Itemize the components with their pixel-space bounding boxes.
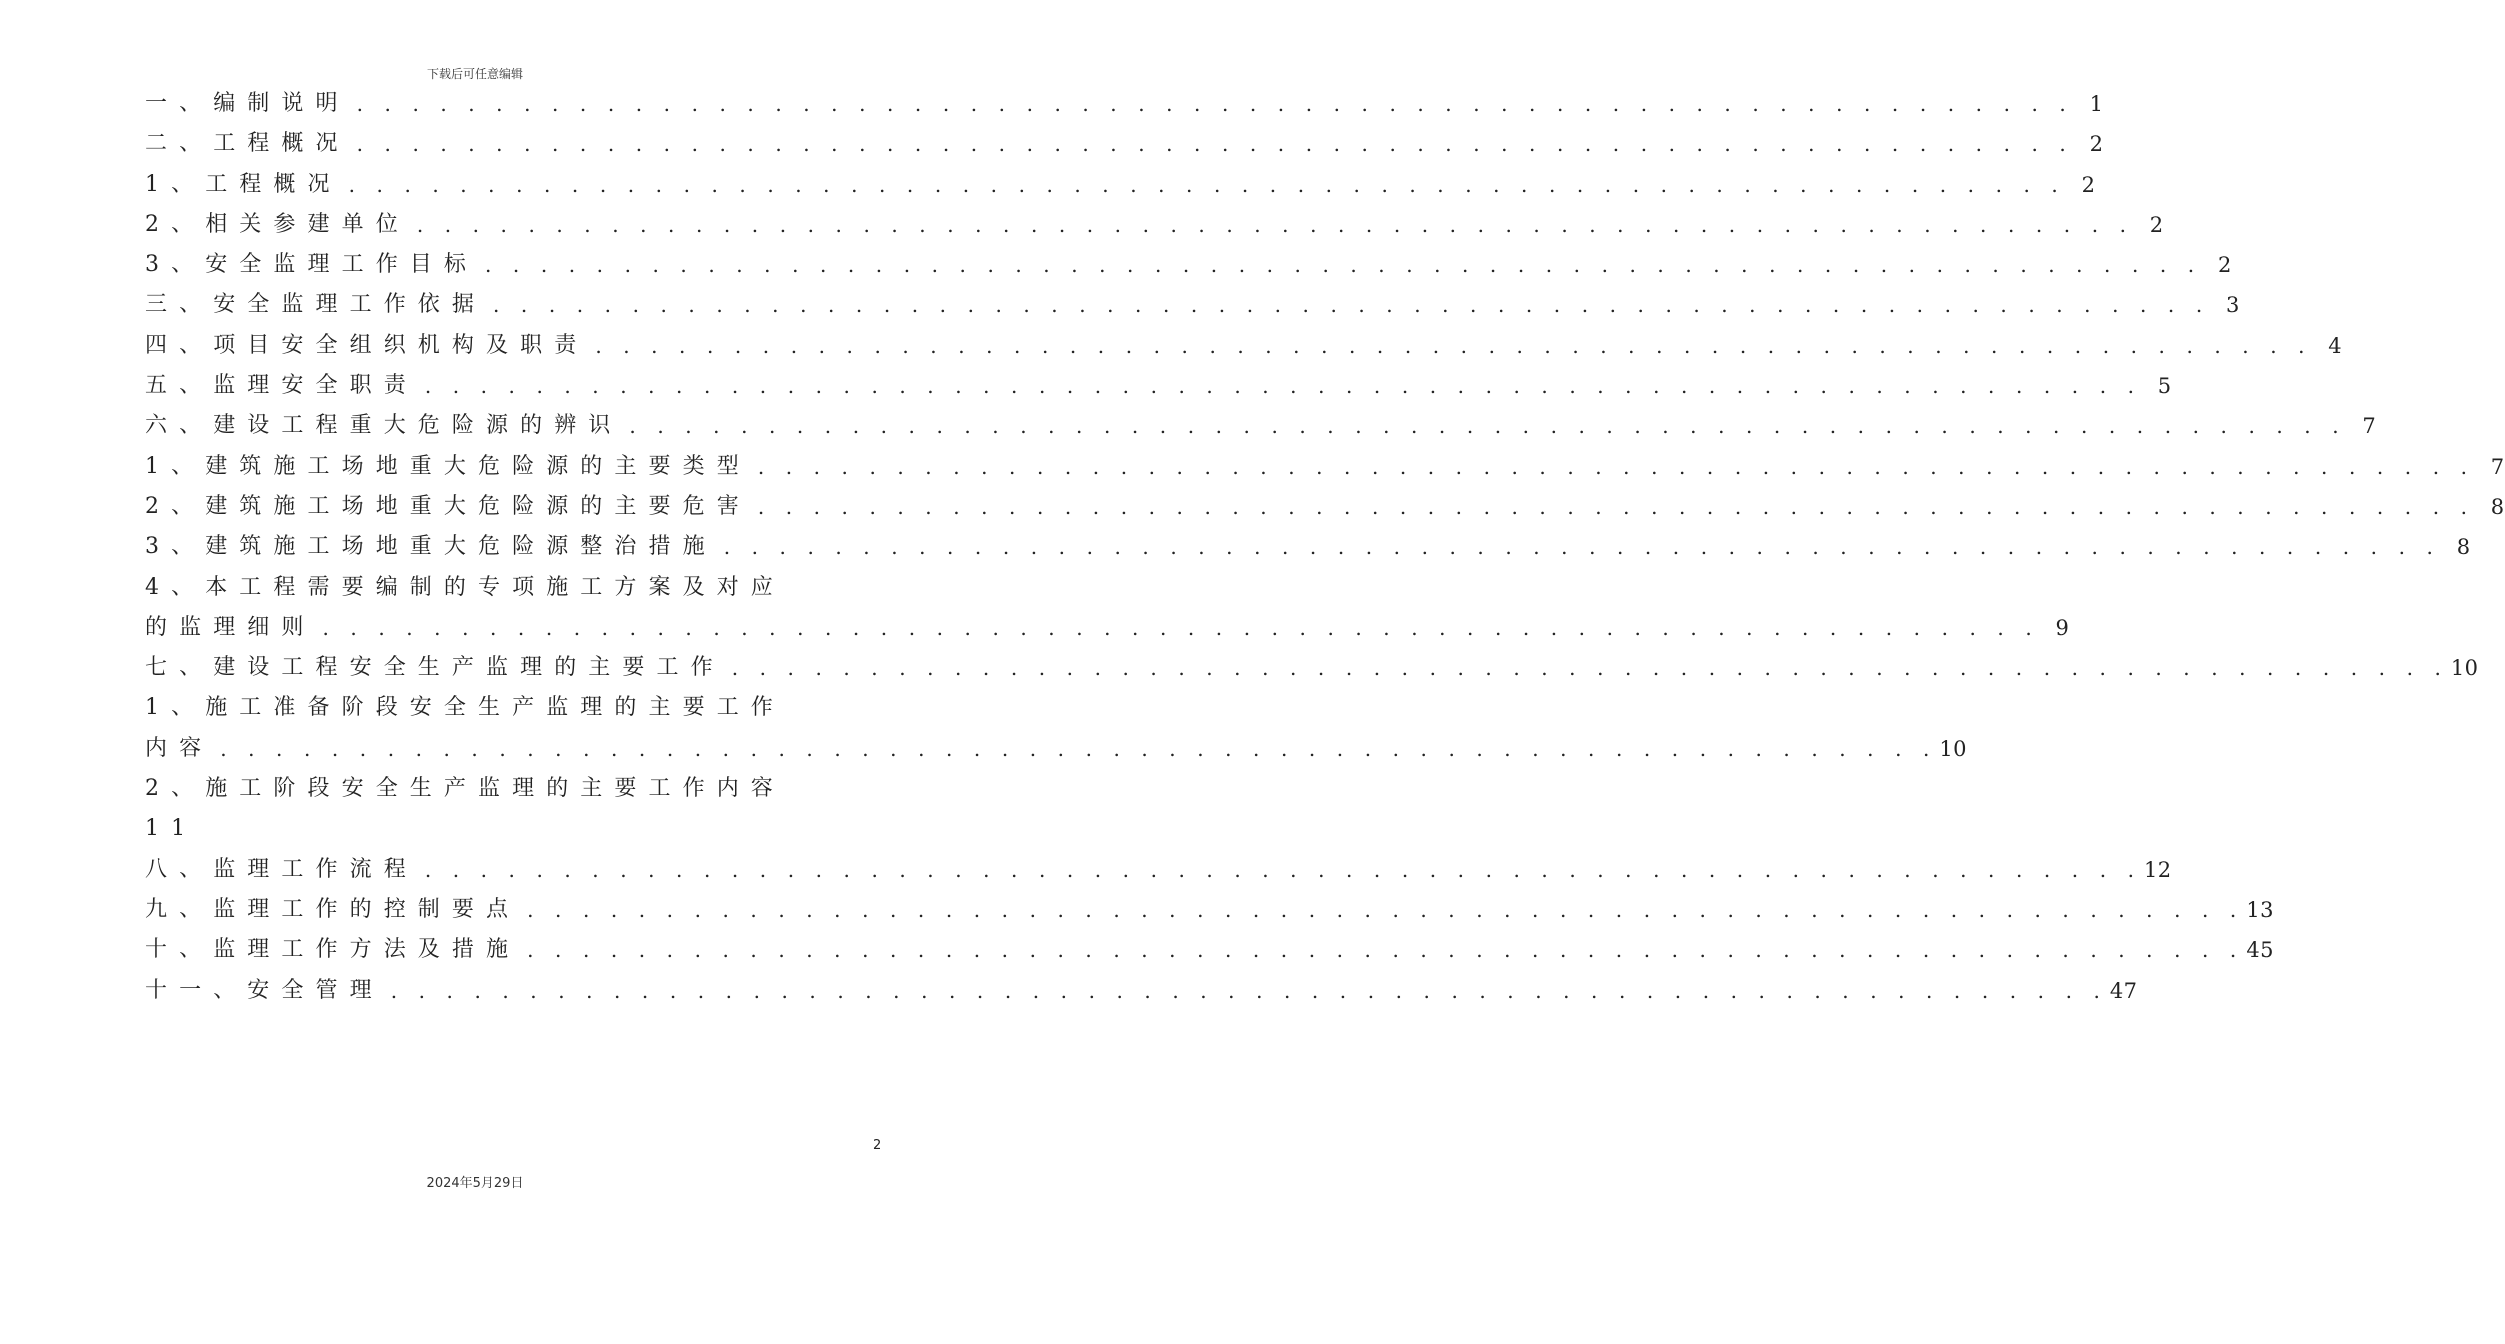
toc-entry[interactable] (145, 447, 2505, 487)
toc-leader-dots: . . . . . . . . . . . . . . . . . . . . . . . . . . . . . . . . . . . . . . . . . . . . . . . . . . . . . . . . . . . . . . (757, 494, 2475, 519)
toc-page-number: 9 (2055, 615, 2070, 640)
toc-entry[interactable] (145, 890, 2274, 930)
toc-leader-dots: . . . . . . . . . . . . . . . . . . . . . . . . . . . . . . . . . . . . . . . . . . . . . . . . . . . . . . . . . . . . . . (723, 535, 2441, 560)
toc-title: 四、项目安全组织机构及职责 (145, 332, 589, 358)
toc-entry[interactable] (145, 850, 2172, 890)
toc-title: 2、建筑施工场地重大危险源的主要危害 (145, 493, 751, 519)
toc-entry[interactable] (145, 930, 2274, 970)
toc-entry[interactable] (145, 769, 863, 850)
toc-entry[interactable] (145, 84, 2104, 124)
toc-leader-dots: . . . . . . . . . . . . . . . . . . . . . . . . . . . . . . . . . . . . . . . . . . . . . . . . . . . . . . . . . . . . . . (527, 897, 2244, 922)
toc-page-number: 3 (2226, 293, 2240, 318)
toc-page-number: 8 (2456, 535, 2471, 560)
table-of-contents (145, 84, 2505, 1011)
toc-leader-dots: . . . . . . . . . . . . . . . . . . . . . . . . . . . . . . . . . . . . . . . . . . . . . . . . . . . . . . . . . . . . . . (485, 253, 2202, 278)
toc-title: 十、监理工作方法及措施 (145, 937, 521, 963)
toc-entry[interactable] (145, 971, 2138, 1011)
toc-title: 九、监理工作的控制要点 (145, 896, 521, 922)
toc-leader-dots: . . . . . . . . . . . . . . . . . . . . . . . . . . . . . . . . . . . . . . . . . . . . . . . . . . . . . . . . . . . . . . (416, 212, 2134, 237)
toc-title: 1、建筑施工场地重大危险源的主要类型 (145, 453, 751, 479)
toc-page-number: 10 (2450, 656, 2479, 681)
toc-page-number: 45 (2246, 938, 2274, 963)
toc-title: 3、安全监理工作目标 (145, 252, 478, 278)
toc-page-number: 2 (2089, 132, 2104, 157)
toc-entry[interactable] (145, 527, 2471, 567)
toc-entry[interactable] (145, 568, 2070, 649)
toc-entry[interactable] (145, 245, 2232, 285)
toc-entry[interactable] (145, 648, 2479, 688)
toc-page-number: 47 (2109, 978, 2138, 1003)
toc-entry[interactable] (145, 487, 2505, 527)
toc-leader-dots: . . . . . . . . . . . . . . . . . . . . . . . . . . . . . . . . . . . . . . . . . . . . . . . . . . . . . . . . . . . . . . (348, 172, 2066, 197)
toc-leader-dots: . . . . . . . . . . . . . . . . . . . . . . . . . . . . . . . . . . . . . . . . . . . . . . . . . . . . . . . . . . . . . . (390, 978, 2108, 1003)
toc-title: 十一、安全管理 (145, 977, 384, 1003)
toc-page-number: 13 (2246, 897, 2274, 922)
toc-page-number: 2 (2149, 212, 2164, 237)
toc-title: 七、建设工程安全生产监理的主要工作 (145, 655, 725, 681)
toc-title-continuation: 内容 (145, 735, 214, 761)
toc-leader-dots: . . . . . . . . . . . . . . . . . . . . . . . . . . . . . . . . . . . . . . . . . . . . . . . . . . . . . . . . . . . . . . (322, 615, 2040, 640)
toc-page-number: 8 (2490, 494, 2505, 519)
toc-page-number: 2 (2081, 172, 2096, 197)
toc-title: 1、施工准备阶段安全生产监理的主要工作 (145, 695, 785, 721)
page-footer-date: 2024年5月29日 (426, 1176, 524, 1191)
toc-entry[interactable] (145, 688, 1967, 769)
toc-page-number: 4 (2328, 333, 2343, 358)
toc-title: 1、工程概况 (145, 171, 342, 197)
toc-title: 六、建设工程重大危险源的辨识 (145, 413, 623, 439)
toc-title: 二、工程概况 (145, 131, 350, 157)
toc-title: 八、监理工作流程 (145, 856, 418, 882)
toc-page-number: 7 (2490, 454, 2505, 479)
toc-title-continuation: 的监理细则 (145, 614, 316, 640)
toc-entry[interactable] (145, 406, 2377, 446)
page-header: 下载后可任意编辑 (426, 67, 523, 81)
toc-leader-dots: . . . . . . . . . . . . . . . . . . . . . . . . . . . . . . . . . . . . . . . . . . . . . . . . . . . . . . . . . . . . . . (356, 132, 2074, 157)
toc-leader-dots: . . . . . . . . . . . . . . . . . . . . . . . . . . . . . . . . . . . . . . . . . . . . . . . . . . . . . . . . . . . . . . (356, 92, 2074, 116)
toc-leader-dots: . . . . . . . . . . . . . . . . . . . . . . . . . . . . . . . . . . . . . . . . . . . . . . . . . . . . . . . . . . . . . . (220, 736, 1937, 761)
toc-page-number: 2 (2217, 253, 2232, 278)
toc-page-number: 10 (1939, 736, 1967, 761)
toc-page-number: 5 (2157, 374, 2172, 399)
toc-entry[interactable] (145, 326, 2343, 366)
toc-title-continuation: 11 (145, 816, 198, 842)
toc-leader-dots: . . . . . . . . . . . . . . . . . . . . . . . . . . . . . . . . . . . . . . . . . . . . . . . . . . . . . . . . . . . . . . (527, 938, 2244, 963)
toc-entry[interactable] (145, 165, 2096, 205)
toc-page-number: 12 (2144, 857, 2172, 882)
toc-entry[interactable] (145, 285, 2240, 325)
toc-page-number: 7 (2362, 414, 2377, 439)
toc-leader-dots: . . . . . . . . . . . . . . . . . . . . . . . . . . . . . . . . . . . . . . . . . . . . . . . . . . . . . . . . . . . . . . (424, 374, 2142, 399)
toc-entry[interactable] (145, 124, 2104, 164)
toc-title: 三、安全监理工作依据 (145, 292, 487, 318)
toc-leader-dots: . . . . . . . . . . . . . . . . . . . . . . . . . . . . . . . . . . . . . . . . . . . . . . . . . . . . . . . . . . . . . . (757, 454, 2475, 479)
toc-title: 3、建筑施工场地重大危险源整治措施 (145, 534, 717, 560)
toc-title: 一、编制说明 (145, 91, 350, 116)
toc-leader-dots: . . . . . . . . . . . . . . . . . . . . . . . . . . . . . . . . . . . . . . . . . . . . . . . . . . . . . . . . . . . . . . (731, 656, 2449, 681)
page-number: 2 (873, 1138, 882, 1153)
toc-title: 五、监理安全职责 (145, 373, 418, 399)
toc-title: 4、本工程需要编制的专项施工方案及对应 (145, 574, 785, 600)
toc-title: 2、施工阶段安全生产监理的主要工作内容 (145, 776, 785, 802)
toc-leader-dots: . . . . . . . . . . . . . . . . . . . . . . . . . . . . . . . . . . . . . . . . . . . . . . . . . . . . . . . . . . . . . . (493, 293, 2210, 318)
toc-entry[interactable] (145, 205, 2164, 245)
toc-leader-dots: . . . . . . . . . . . . . . . . . . . . . . . . . . . . . . . . . . . . . . . . . . . . . . . . . . . . . . . . . . . . . . (595, 333, 2313, 358)
toc-page-number: 1 (2089, 92, 2104, 116)
toc-leader-dots: . . . . . . . . . . . . . . . . . . . . . . . . . . . . . . . . . . . . . . . . . . . . . . . . . . . . . . . . . . . . . . (629, 414, 2347, 439)
toc-title: 2、相关参建单位 (145, 211, 410, 237)
toc-entry[interactable] (145, 366, 2172, 406)
toc-leader-dots: . . . . . . . . . . . . . . . . . . . . . . . . . . . . . . . . . . . . . . . . . . . . . . . . . . . . . . . . . . . . . . (424, 857, 2142, 882)
